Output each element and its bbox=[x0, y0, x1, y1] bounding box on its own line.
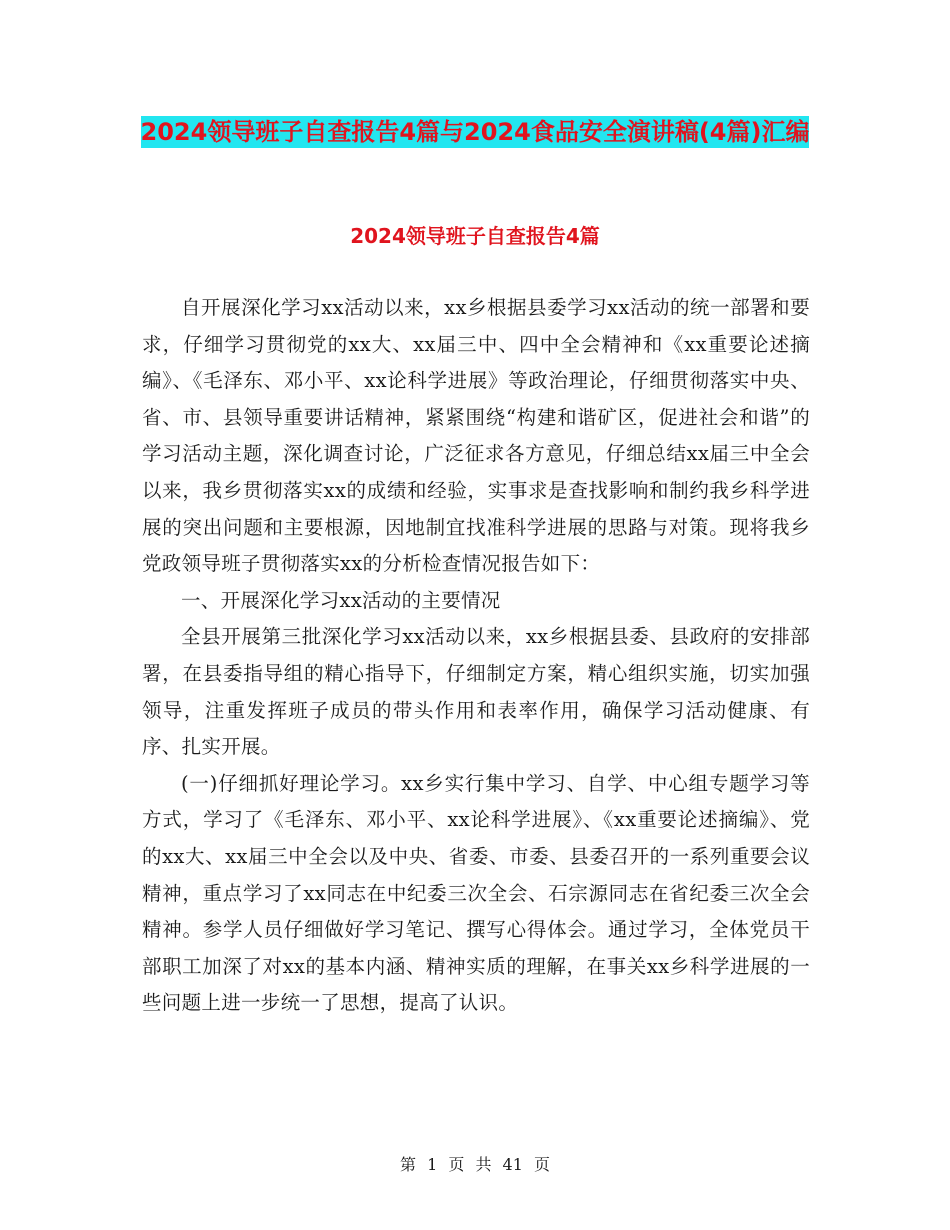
paragraph-1: 自开展深化学习xx活动以来，xx乡根据县委学习xx活动的统一部署和要求，仔细学习贯彻党的xx大、xx届三中、四中全会精神和《xx重要论述摘编》、《毛泽东、邓小平、xx论科学进展》等政治理论，仔细贯彻落实中央、省、市、县领导重要讲话精神，紧紧围绕“构建和谐矿区，促进社会和谐”的学习活动主题，深化调查讨论，广泛征求各方意见，仔细总结xx届三中全会以来，我乡贯彻落实xx的成绩和经验，实事求是查找影响和制约我乡科学进展的突出问题和主要根源，因地制宜找准科学进展的思路与对策。现将我乡党政领导班子贯彻落实xx的分析检查情况报告如下： bbox=[142, 296, 810, 576]
document-title bbox=[140, 112, 810, 152]
paragraph-3: 全县开展第三批深化学习xx活动以来，xx乡根据县委、县政府的安排部署，在县委指导组的精心指导下，仔细制定方案，精心组织实施，切实加强领导，注重发挥班子成员的带头作用和表率作用，确保学习活动健康、有序、扎实开展。 bbox=[142, 625, 810, 759]
document-title-text: 2024领导班子自查报告4篇与2024食品安全演讲稿(4篇)汇编 bbox=[140, 118, 810, 146]
page-footer: 第 1 页 共 41 页 bbox=[400, 1155, 550, 1174]
paragraph-2-heading: 一、开展深化学习xx活动的主要情况 bbox=[181, 588, 501, 612]
document-body bbox=[142, 290, 810, 1022]
paragraph-4: (一)仔细抓好理论学习。xx乡实行集中学习、自学、中心组专题学习等方式，学习了《毛泽东、邓小平、xx论科学进展》、《xx重要论述摘编》、党的xx大、xx届三中全会以及中央、省委、市委、县委召开的一系列重要会议精神，重点学习了xx同志在中纪委三次全会、石宗源同志在省纪委三次全会精神。参学人员仔细做好学习笔记、撰写心得体会。通过学习，全体党员干部职工加深了对xx的基本内涵、精神实质的理解，在事关xx乡科学进展的一些问题上进一步统一了思想，提高了认识。 bbox=[142, 771, 810, 1015]
section-title: 2024领导班子自查报告4篇 bbox=[350, 224, 600, 248]
